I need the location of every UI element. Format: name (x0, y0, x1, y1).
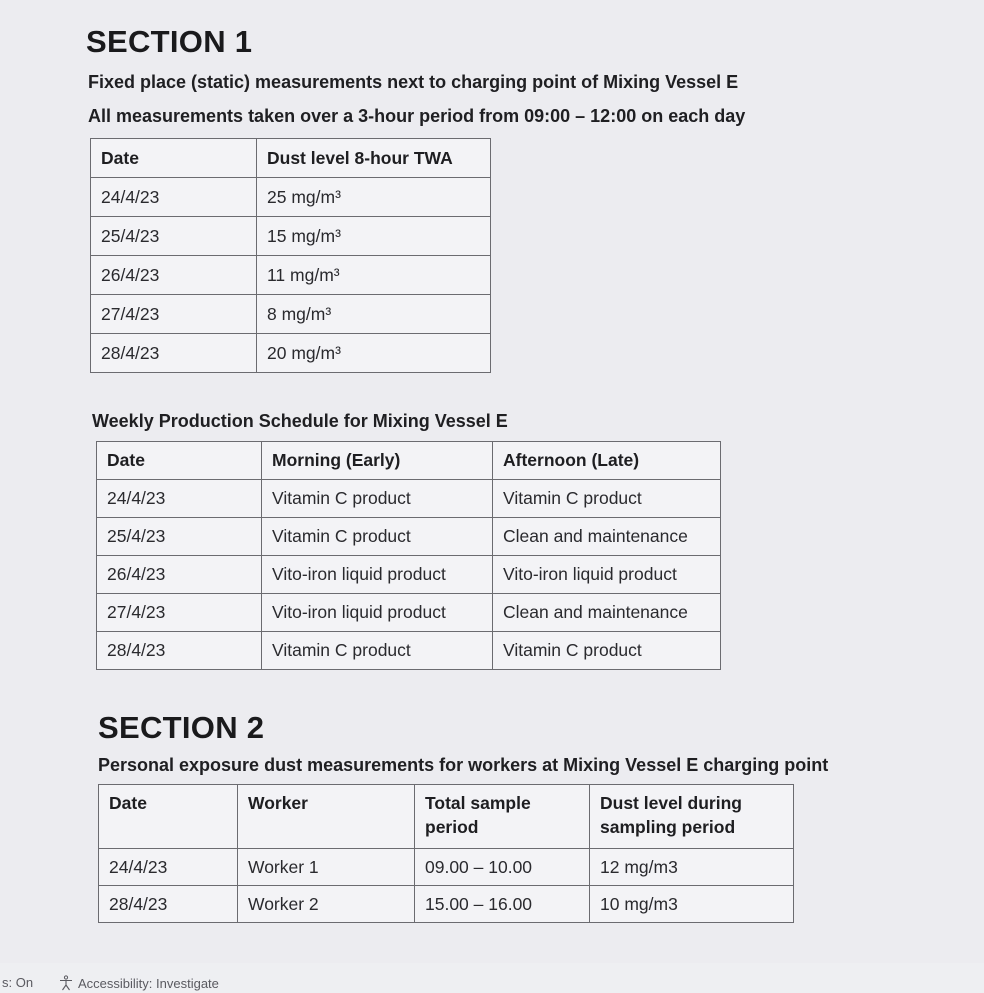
table-cell: 25 mg/m³ (257, 178, 491, 217)
column-header: Afternoon (Late) (493, 442, 721, 480)
column-header: Dust level 8-hour TWA (257, 139, 491, 178)
table-cell: 26/4/23 (97, 556, 262, 594)
table-cell: Vitamin C product (493, 632, 721, 670)
table-cell: Vito-iron liquid product (262, 556, 493, 594)
table-row (97, 594, 721, 632)
static-measurements-table (90, 138, 491, 373)
table-cell: 28/4/23 (99, 886, 238, 923)
column-header: Worker (238, 785, 415, 849)
production-schedule-table (96, 441, 721, 670)
column-header: Date (91, 139, 257, 178)
table-header-row (91, 139, 491, 178)
table-cell: 28/4/23 (91, 334, 257, 373)
table-row (97, 632, 721, 670)
table-header-row (97, 442, 721, 480)
table-cell: Vitamin C product (493, 480, 721, 518)
section-2-heading: SECTION 2 (98, 710, 265, 745)
table-cell: 25/4/23 (91, 217, 257, 256)
section-1-heading: SECTION 1 (86, 24, 253, 59)
column-header: Date (97, 442, 262, 480)
table-cell: Clean and maintenance (493, 594, 721, 632)
personal-exposure-table (98, 784, 794, 923)
table-cell: 24/4/23 (97, 480, 262, 518)
table-cell: 28/4/23 (97, 632, 262, 670)
accessibility-icon (58, 975, 74, 991)
table-row (91, 178, 491, 217)
table-cell: 27/4/23 (97, 594, 262, 632)
section-1-measurement-period: All measurements taken over a 3-hour period from 09:00 – 12:00 on each day (88, 106, 746, 126)
column-header: Date (99, 785, 238, 849)
table-row (97, 518, 721, 556)
table-row (91, 334, 491, 373)
table-cell: Vitamin C product (262, 632, 493, 670)
table-row (91, 256, 491, 295)
table-cell: 25/4/23 (97, 518, 262, 556)
table-cell: Worker 1 (238, 849, 415, 886)
table-row (91, 217, 491, 256)
accessibility-status[interactable] (58, 975, 219, 991)
table-cell: 20 mg/m³ (257, 334, 491, 373)
table-cell: 15.00 – 16.00 (415, 886, 590, 923)
column-header: Morning (Early) (262, 442, 493, 480)
table-row (97, 480, 721, 518)
table-cell: 24/4/23 (99, 849, 238, 886)
table-cell: 12 mg/m3 (590, 849, 794, 886)
table-cell: Vito-iron liquid product (262, 594, 493, 632)
accessibility-label: Accessibility: Investigate (78, 976, 219, 991)
status-bar (0, 963, 984, 993)
table-cell: Clean and maintenance (493, 518, 721, 556)
table-cell: 15 mg/m³ (257, 217, 491, 256)
section-2-description: Personal exposure dust measurements for workers at Mixing Vessel E charging point (98, 755, 829, 775)
table-row (97, 556, 721, 594)
table-cell: 26/4/23 (91, 256, 257, 295)
column-header: Dust level during sampling period (590, 785, 794, 849)
section-1-description: Fixed place (static) measurements next to charging point of Mixing Vessel E (88, 72, 739, 92)
table-cell: 09.00 – 10.00 (415, 849, 590, 886)
table-cell: 10 mg/m3 (590, 886, 794, 923)
schedule-title: Weekly Production Schedule for Mixing Vessel E (92, 411, 508, 431)
table-cell: Vitamin C product (262, 518, 493, 556)
table-cell: Vitamin C product (262, 480, 493, 518)
table-cell: 24/4/23 (91, 178, 257, 217)
table-cell: 27/4/23 (91, 295, 257, 334)
table-cell: 11 mg/m³ (257, 256, 491, 295)
status-left-text: s: On (2, 975, 34, 990)
table-row (99, 849, 794, 886)
table-cell: Worker 2 (238, 886, 415, 923)
table-row (91, 295, 491, 334)
table-cell: 8 mg/m³ (257, 295, 491, 334)
column-header: Total sample period (415, 785, 590, 849)
table-cell: Vito-iron liquid product (493, 556, 721, 594)
table-row (99, 886, 794, 923)
table-header-row (99, 785, 794, 849)
